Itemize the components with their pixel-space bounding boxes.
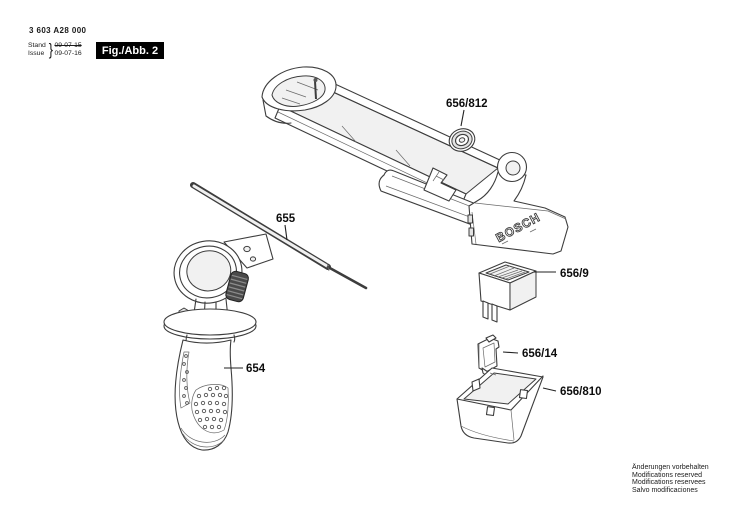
part-label-656-812: 656/812: [446, 98, 488, 110]
handle-drawing: [164, 234, 273, 450]
handle-flange: [164, 309, 256, 335]
dust-box-drawing: [457, 368, 543, 443]
part-label-656-14: 656/14: [522, 348, 558, 360]
bosch-logo: BOSCH: [493, 209, 543, 245]
revision-brace: }: [48, 40, 53, 59]
filter-box-drawing: [479, 262, 536, 322]
document-part-number: 3 603 A28 000: [29, 26, 87, 35]
footer-line-en: Modifications reserved: [632, 471, 703, 479]
legal-footer: [632, 464, 709, 495]
revision-date-current: 09-07-16: [54, 50, 82, 57]
revision-date-superseded: 09-07-15: [54, 41, 82, 49]
part-label-656-9: 656/9: [560, 268, 589, 280]
footer-line-de: Änderungen vorbehalten: [632, 464, 709, 471]
part-label-654: 654: [246, 363, 266, 375]
part-label-656-810: 656/810: [560, 386, 602, 398]
leader-656-812: [461, 110, 464, 126]
revision-label-en: Issue: [28, 50, 45, 57]
part-label-655: 655: [276, 213, 296, 225]
leader-656-14: [503, 352, 518, 353]
figure-badge: Fig./Abb. 2: [96, 42, 164, 59]
footer-line-fr: Modifications reservees: [632, 479, 706, 487]
footer-line-es: Salvo modificaciones: [632, 487, 698, 495]
revision-label-de: Stand: [28, 41, 46, 49]
leader-656-810: [543, 388, 556, 391]
telescope-rail-drawing: [262, 67, 568, 254]
